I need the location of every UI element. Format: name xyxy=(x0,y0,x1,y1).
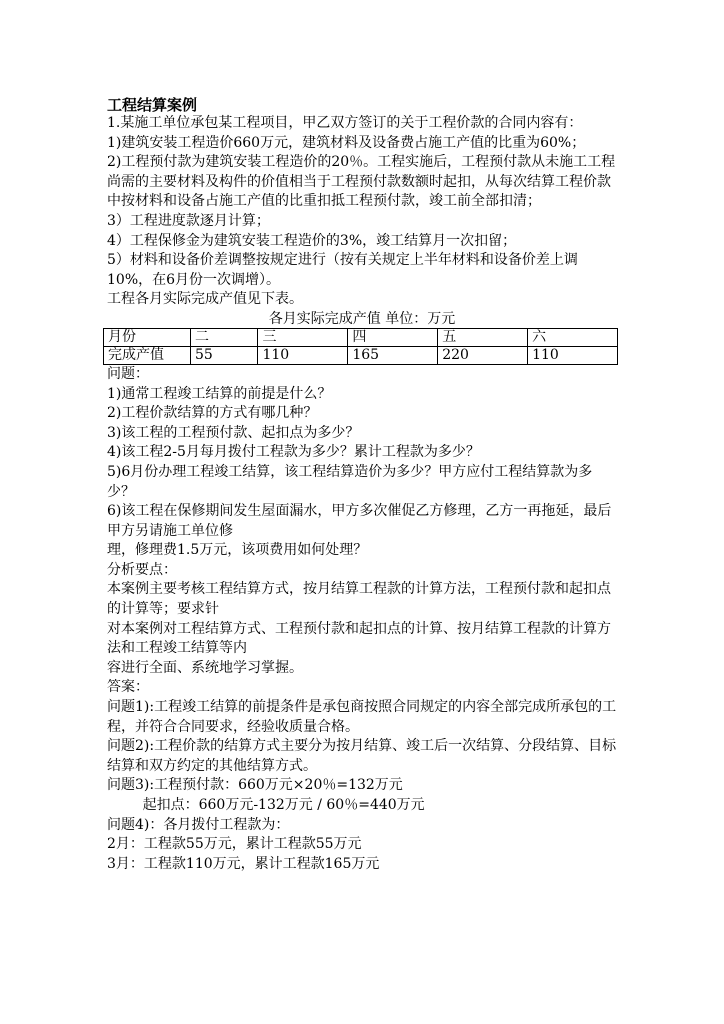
answer: 问题3):工程预付款：660万元×20％=132万元 xyxy=(107,777,403,794)
paragraph: 5）材料和设备价差调整按规定进行（按有关规定上半年材料和设备价差上调10%，在6月份一次调增）。 xyxy=(107,252,578,288)
table-cell: 二 xyxy=(191,328,258,346)
table-cell: 110 xyxy=(258,346,348,364)
paragraph: 工程各月实际完成产值见下表。 xyxy=(107,291,303,308)
document-page xyxy=(107,96,617,874)
answer: 起扣点：660万元-132万元 / 60％=440万元 xyxy=(107,797,425,813)
document-title: 工程结算案例 xyxy=(107,96,198,114)
question: 5)6月份办理工程竣工结算，该工程结算造价为多少？甲方应付工程结算款为多少？ xyxy=(107,463,593,500)
paragraph: 1)建筑安装工程造价660万元，建筑材料及设备费占施工产值的比重为60%； xyxy=(107,134,586,151)
paragraph: 4）工程保修金为建筑安装工程造价的3%，竣工结算月一次扣留； xyxy=(107,232,517,249)
table-cell: 四 xyxy=(348,328,438,346)
answer: 问题1):工程竣工结算的前提条件是承包商按照合同规定的内容全部完成所承包的工程，并符合合同要求，经验收质量合格。 xyxy=(107,699,617,735)
question: 2)工程价款结算的方式有哪几种？ xyxy=(107,405,318,422)
table-cell: 三 xyxy=(258,328,348,346)
answer: 问题2):工程价款的结算方式主要分为按月结算、竣工后一次结算、分段结算、目标结算和双方约定的其他结算方式。 xyxy=(107,738,617,774)
section-heading: 分析要点： xyxy=(107,561,177,578)
question: 1)通常工程竣工结算的前提是什么？ xyxy=(107,385,332,402)
paragraph: 本案例主要考核工程结算方式，按月结算工程款的计算方法，工程预付款和起扣点的计算等；要求针 xyxy=(107,581,611,618)
paragraph: 容进行全面、系统地学习掌握。 xyxy=(107,659,303,676)
answer: 问题4)：各月拨付工程款为： xyxy=(107,816,290,833)
paragraph: 1.某施工单位承包某工程项目，甲乙双方签订的关于工程价款的合同内容有： xyxy=(107,115,583,131)
table-cell: 55 xyxy=(191,346,258,364)
table-row xyxy=(104,346,618,364)
table-cell: 月份 xyxy=(104,328,191,346)
question: 3)该工程的工程预付款、起扣点为多少？ xyxy=(107,424,360,441)
paragraph: 3）工程进度款逐月计算； xyxy=(107,212,270,229)
question: 理，修理费1.5万元，该项费用如何处理？ xyxy=(107,542,368,559)
paragraph: 2)工程预付款为建筑安装工程造价的20％。工程实施后，工程预付款从未施工工程尚需的主要材料及构件的价值相当于工程预付款数额时起扣，从每次结算工程价款中按材料和设备占施工产值的比重扣抵工程预付款，竣工前全部扣清； xyxy=(107,154,616,210)
table-caption: 各月实际完成产值 单位：万元 xyxy=(268,310,456,327)
table-cell: 110 xyxy=(528,346,618,364)
table-cell: 165 xyxy=(348,346,438,364)
section-heading: 答案： xyxy=(107,679,149,696)
table-header-row xyxy=(104,328,618,346)
question: 4)该工程2-5月每月拨付工程款为多少？累计工程款为多少？ xyxy=(107,444,480,461)
output-table xyxy=(103,328,618,365)
section-heading: 问题： xyxy=(107,365,149,382)
answer: 3月：工程款110万元，累计工程款165万元 xyxy=(107,855,380,872)
table-cell: 五 xyxy=(438,328,528,346)
paragraph: 对本案例对工程结算方式、工程预付款和起扣点的计算、按月结算工程款的计算方法和工程竣工结算等内 xyxy=(107,620,611,657)
question: 6)该工程在保修期间发生屋面漏水，甲方多次催促乙方修理，乙方一再拖延，最后甲方另请施工单位修 xyxy=(107,503,612,539)
table-cell: 220 xyxy=(438,346,528,364)
answer: 2月：工程款55万元，累计工程款55万元 xyxy=(107,836,362,853)
table-cell: 完成产值 xyxy=(104,346,191,364)
table-cell: 六 xyxy=(528,328,618,346)
